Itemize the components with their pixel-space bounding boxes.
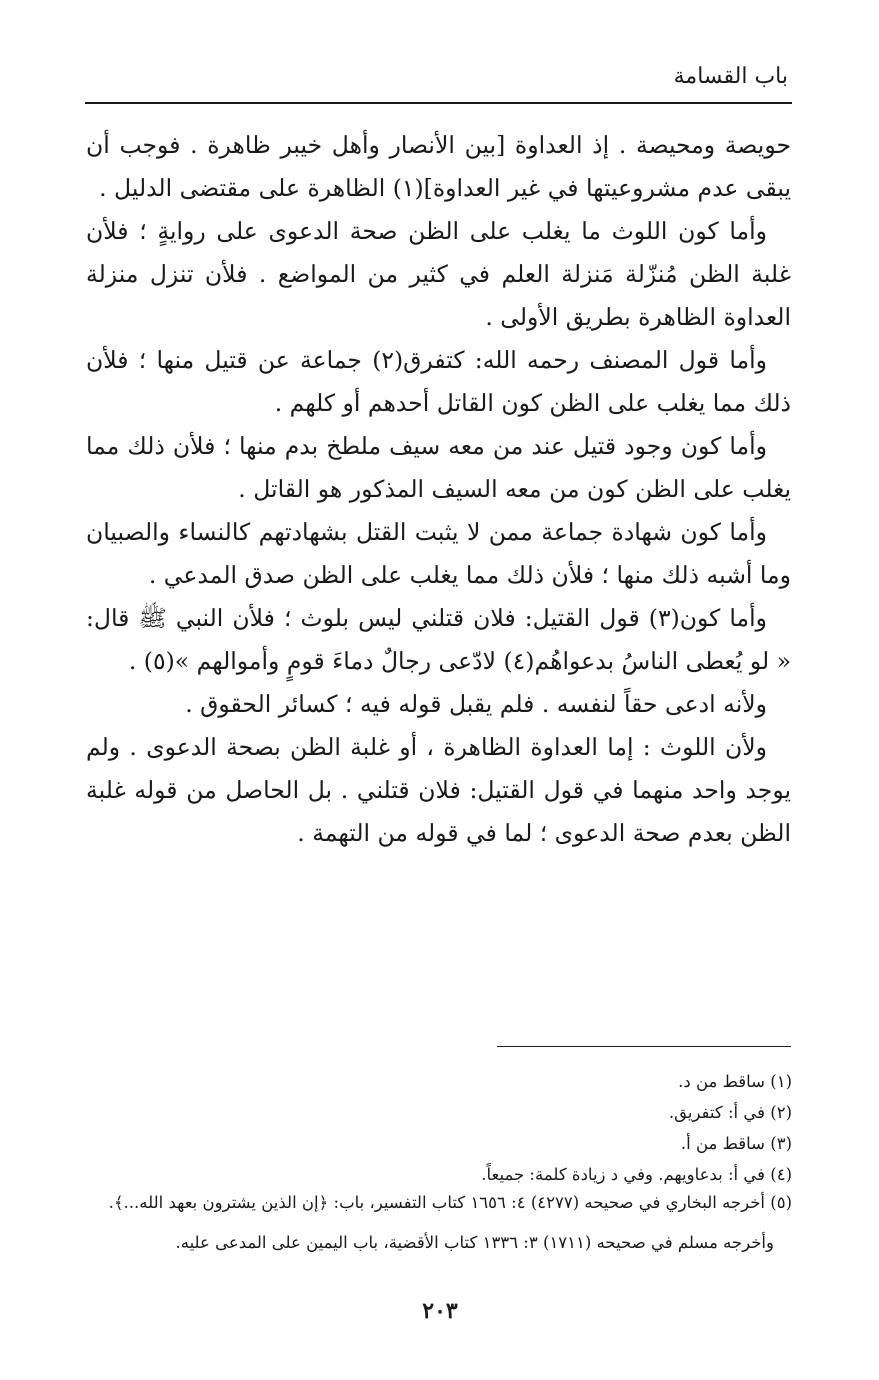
footnotes bbox=[86, 1066, 792, 1258]
paragraph: وأما كون(٣) قول القتيل: فلان قتلني ليس بلوث ؛ فلأن النبي ﷺ قال: « لو يُعطى الناسُ بدعواهُم(٤) لادّعى رجالٌ دماءَ قومٍ وأموالهم »(٥) . bbox=[86, 604, 791, 675]
header-rule bbox=[85, 102, 792, 104]
paragraph: وأما كون شهادة جماعة ممن لا يثبت القتل بشهادتهم كالنساء والصبيان وما أشبه ذلك منها ؛ فلأن ذلك مما يغلب على الظن صدق المدعي . bbox=[86, 518, 791, 589]
paragraph: ولأنه ادعى حقاً لنفسه . فلم يقبل قوله فيه ؛ كسائر الحقوق . bbox=[185, 690, 767, 718]
paragraph: حويصة ومحيصة . إذ العداوة [بين الأنصار وأهل خيبر ظاهرة . فوجب أن يبقى عدم مشروعيتها في غير العداوة](١) الظاهرة على مقتضى الدليل . bbox=[86, 131, 791, 202]
paragraph: وأما قول المصنف رحمه الله: كتفرق(٢) جماعة عن قتيل منها ؛ فلأن ذلك مما يغلب على الظن كون القاتل أحدهم أو كلهم . bbox=[86, 346, 791, 417]
paragraph: وأما كون اللوث ما يغلب على الظن صحة الدعوى على روايةٍ ؛ فلأن غلبة الظن مُنزّلة مَنزلة العلم في كثير من المواضع . فلأن تنزل منزلة العداوة الظاهرة بطريق الأولى . bbox=[86, 217, 791, 331]
footnote-3: (٣) ساقط من أ. bbox=[680, 1134, 792, 1153]
footnote-4: (٤) في أ: بدعاويهم. وفي د زيادة كلمة: جميعاً. bbox=[481, 1165, 792, 1184]
footnote-rule bbox=[497, 1046, 791, 1047]
running-head: باب القسامة bbox=[673, 64, 788, 89]
paragraph: وأما كون وجود قتيل عند من معه سيف ملطخ بدم منها ؛ فلأن ذلك مما يغلب على الظن كون من معه السيف المذكور هو القاتل . bbox=[86, 432, 791, 503]
footnote-5: (٥) أخرجه البخاري في صحيحه (٤٢٧٧) ٤: ١٦٥٦ كتاب التفسير، باب: ﴿إن الذين يشترون بعهد الله...﴾. bbox=[108, 1193, 792, 1212]
footnote-2: (٢) في أ: كتفريق. bbox=[668, 1103, 792, 1122]
footnote-5-continuation: وأخرجه مسلم في صحيحه (١٧١١) ٣: ١٣٣٦ كتاب الأقضية، باب اليمين على المدعى عليه. bbox=[175, 1233, 774, 1252]
page-number: ٢٠٣ bbox=[422, 1298, 458, 1324]
footnote-1: (١) ساقط من د. bbox=[678, 1072, 792, 1091]
paragraph: ولأن اللوث : إما العداوة الظاهرة ، أو غلبة الظن بصحة الدعوى . ولم يوجد واحد منهما في قول القتيل: فلان قتلني . بل الحاصل من قوله غلبة الظن بعدم صحة الدعوى ؛ لما في قوله من التهمة . bbox=[86, 733, 791, 847]
main-text bbox=[86, 124, 791, 855]
